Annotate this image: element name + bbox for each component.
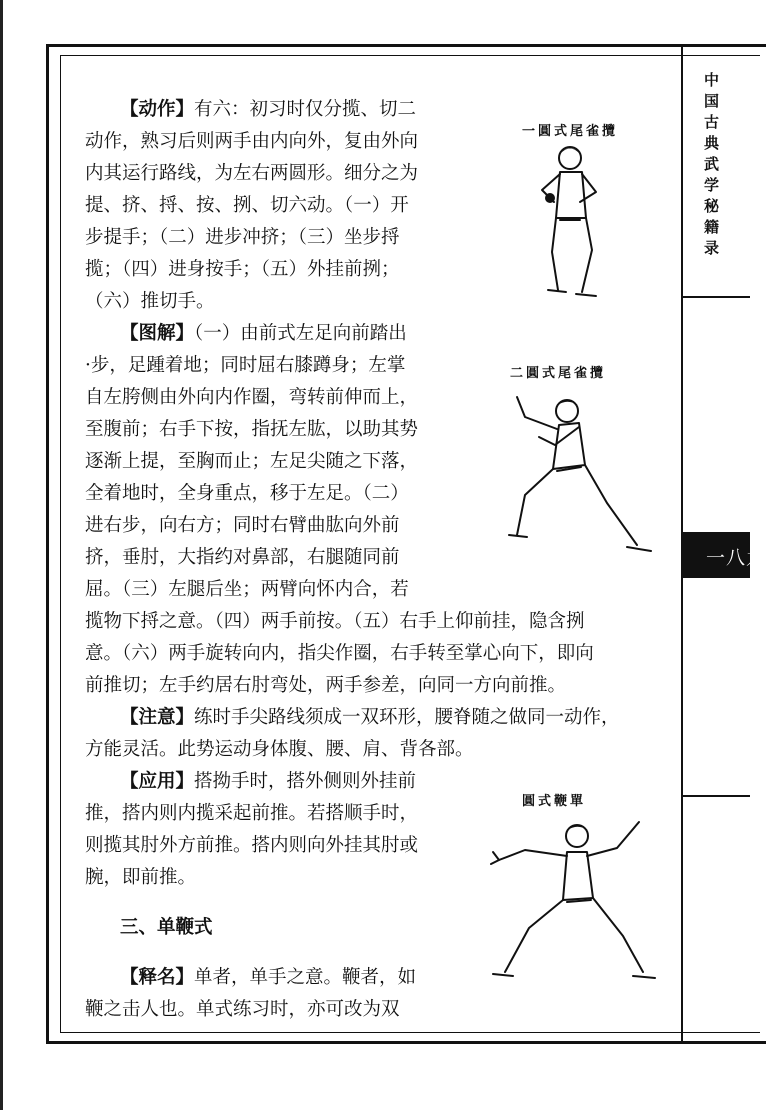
heading-zhuyi: 【注意】	[120, 707, 195, 728]
text-line: 挤，垂肘，大指约对鼻部，右腿随同前	[85, 547, 400, 568]
text-line: 前推切；左手约居右肘弯处，两手参差，向同一方向前推。	[85, 675, 567, 696]
text-line	[120, 702, 620, 734]
text-line: 腕，即前推。	[85, 867, 197, 888]
heading-shiming: 【释名】	[120, 967, 195, 988]
figure-1-illustration	[520, 140, 640, 310]
text-run: 单者，单手之意。鞭者，如	[194, 967, 417, 988]
text-line	[120, 94, 416, 126]
heading-tujie: 【图解】	[120, 323, 195, 344]
text-line: 逐渐上提，至胸而止；左足尖随之下落，	[85, 451, 419, 472]
text-line: 意。（六）两手旋转向内，指尖作圈，右手转至掌心向下，即向	[85, 643, 594, 664]
heading-dongzuo: 【动作】	[120, 99, 195, 120]
heading-yingyong: 【应用】	[120, 771, 195, 792]
text-line: 提、挤、捋、按、挒、切六动。（一）开	[85, 195, 409, 216]
text-run: 搭拗手时，搭外侧则外挂前	[194, 771, 417, 792]
book-title: 中国古典武学秘籍录	[702, 72, 720, 261]
text-line: 方能灵活。此势运动身体腹、腰、肩、背各部。	[85, 739, 474, 760]
page-left-edge	[0, 0, 3, 1110]
text-run: 有六：初习时仅分揽、切二	[194, 99, 417, 120]
text-line: 进右步，向右方；同时右臂曲肱向外前	[85, 515, 400, 536]
text-line: 内其运行路线，为左右两圆形。细分之为	[85, 163, 419, 184]
text-run: （一）由前式左足向前踏出	[194, 323, 407, 344]
text-line: 动作，熟习后则两手由内向外，复由外向	[85, 131, 419, 152]
text-line: 自左胯侧由外向内作圈，弯转前伸而上，	[85, 387, 419, 408]
text-run: 练时手尖路线须成一双环形，腰脊随之做同一动作，	[194, 707, 620, 728]
figure-3-caption: 圓式鞭單	[522, 794, 587, 809]
text-line: 至腹前；右手下按，指抚左肱，以助其势	[85, 419, 419, 440]
text-line: 鞭之击人也。单式练习时，亦可改为双	[85, 999, 400, 1020]
text-line: 推，搭内则内揽采起前推。若搭顺手时，	[85, 803, 419, 824]
sidebar-rule-2	[683, 795, 750, 797]
text-line: 揽物下捋之意。（四）两手前按。（五）右手上仰前挂，隐含挒	[85, 611, 585, 632]
text-line	[120, 962, 416, 994]
sidebar-rule-1	[683, 296, 750, 298]
text-line: 揽；（四）进身按手；（五）外挂前挒；	[85, 259, 400, 280]
figure-1-caption: 一圓式尾雀攬	[522, 124, 619, 139]
figure-2-caption: 二圓式尾雀攬	[510, 366, 607, 381]
text-line	[120, 766, 416, 798]
text-line	[120, 318, 407, 350]
text-line: 全着地时，全身重点，移于左足。（二）	[85, 483, 409, 504]
text-line: 屈。（三）左腿后坐；两臂向怀内合，若	[85, 579, 409, 600]
page-number: 一八九	[706, 547, 766, 569]
text-line: 步提手；（二）进步冲挤；（三）坐步捋	[85, 227, 400, 248]
text-line: ·步，足踵着地；同时屈右膝蹲身；左掌	[85, 355, 406, 376]
text-line: （六）推切手。	[85, 291, 215, 312]
figure-3-illustration	[485, 810, 665, 1000]
text-line: 则揽其肘外方前推。搭内则向外挂其肘或	[85, 835, 419, 856]
section-title: 三、单鞭式	[120, 917, 213, 938]
figure-2-illustration	[495, 385, 660, 575]
